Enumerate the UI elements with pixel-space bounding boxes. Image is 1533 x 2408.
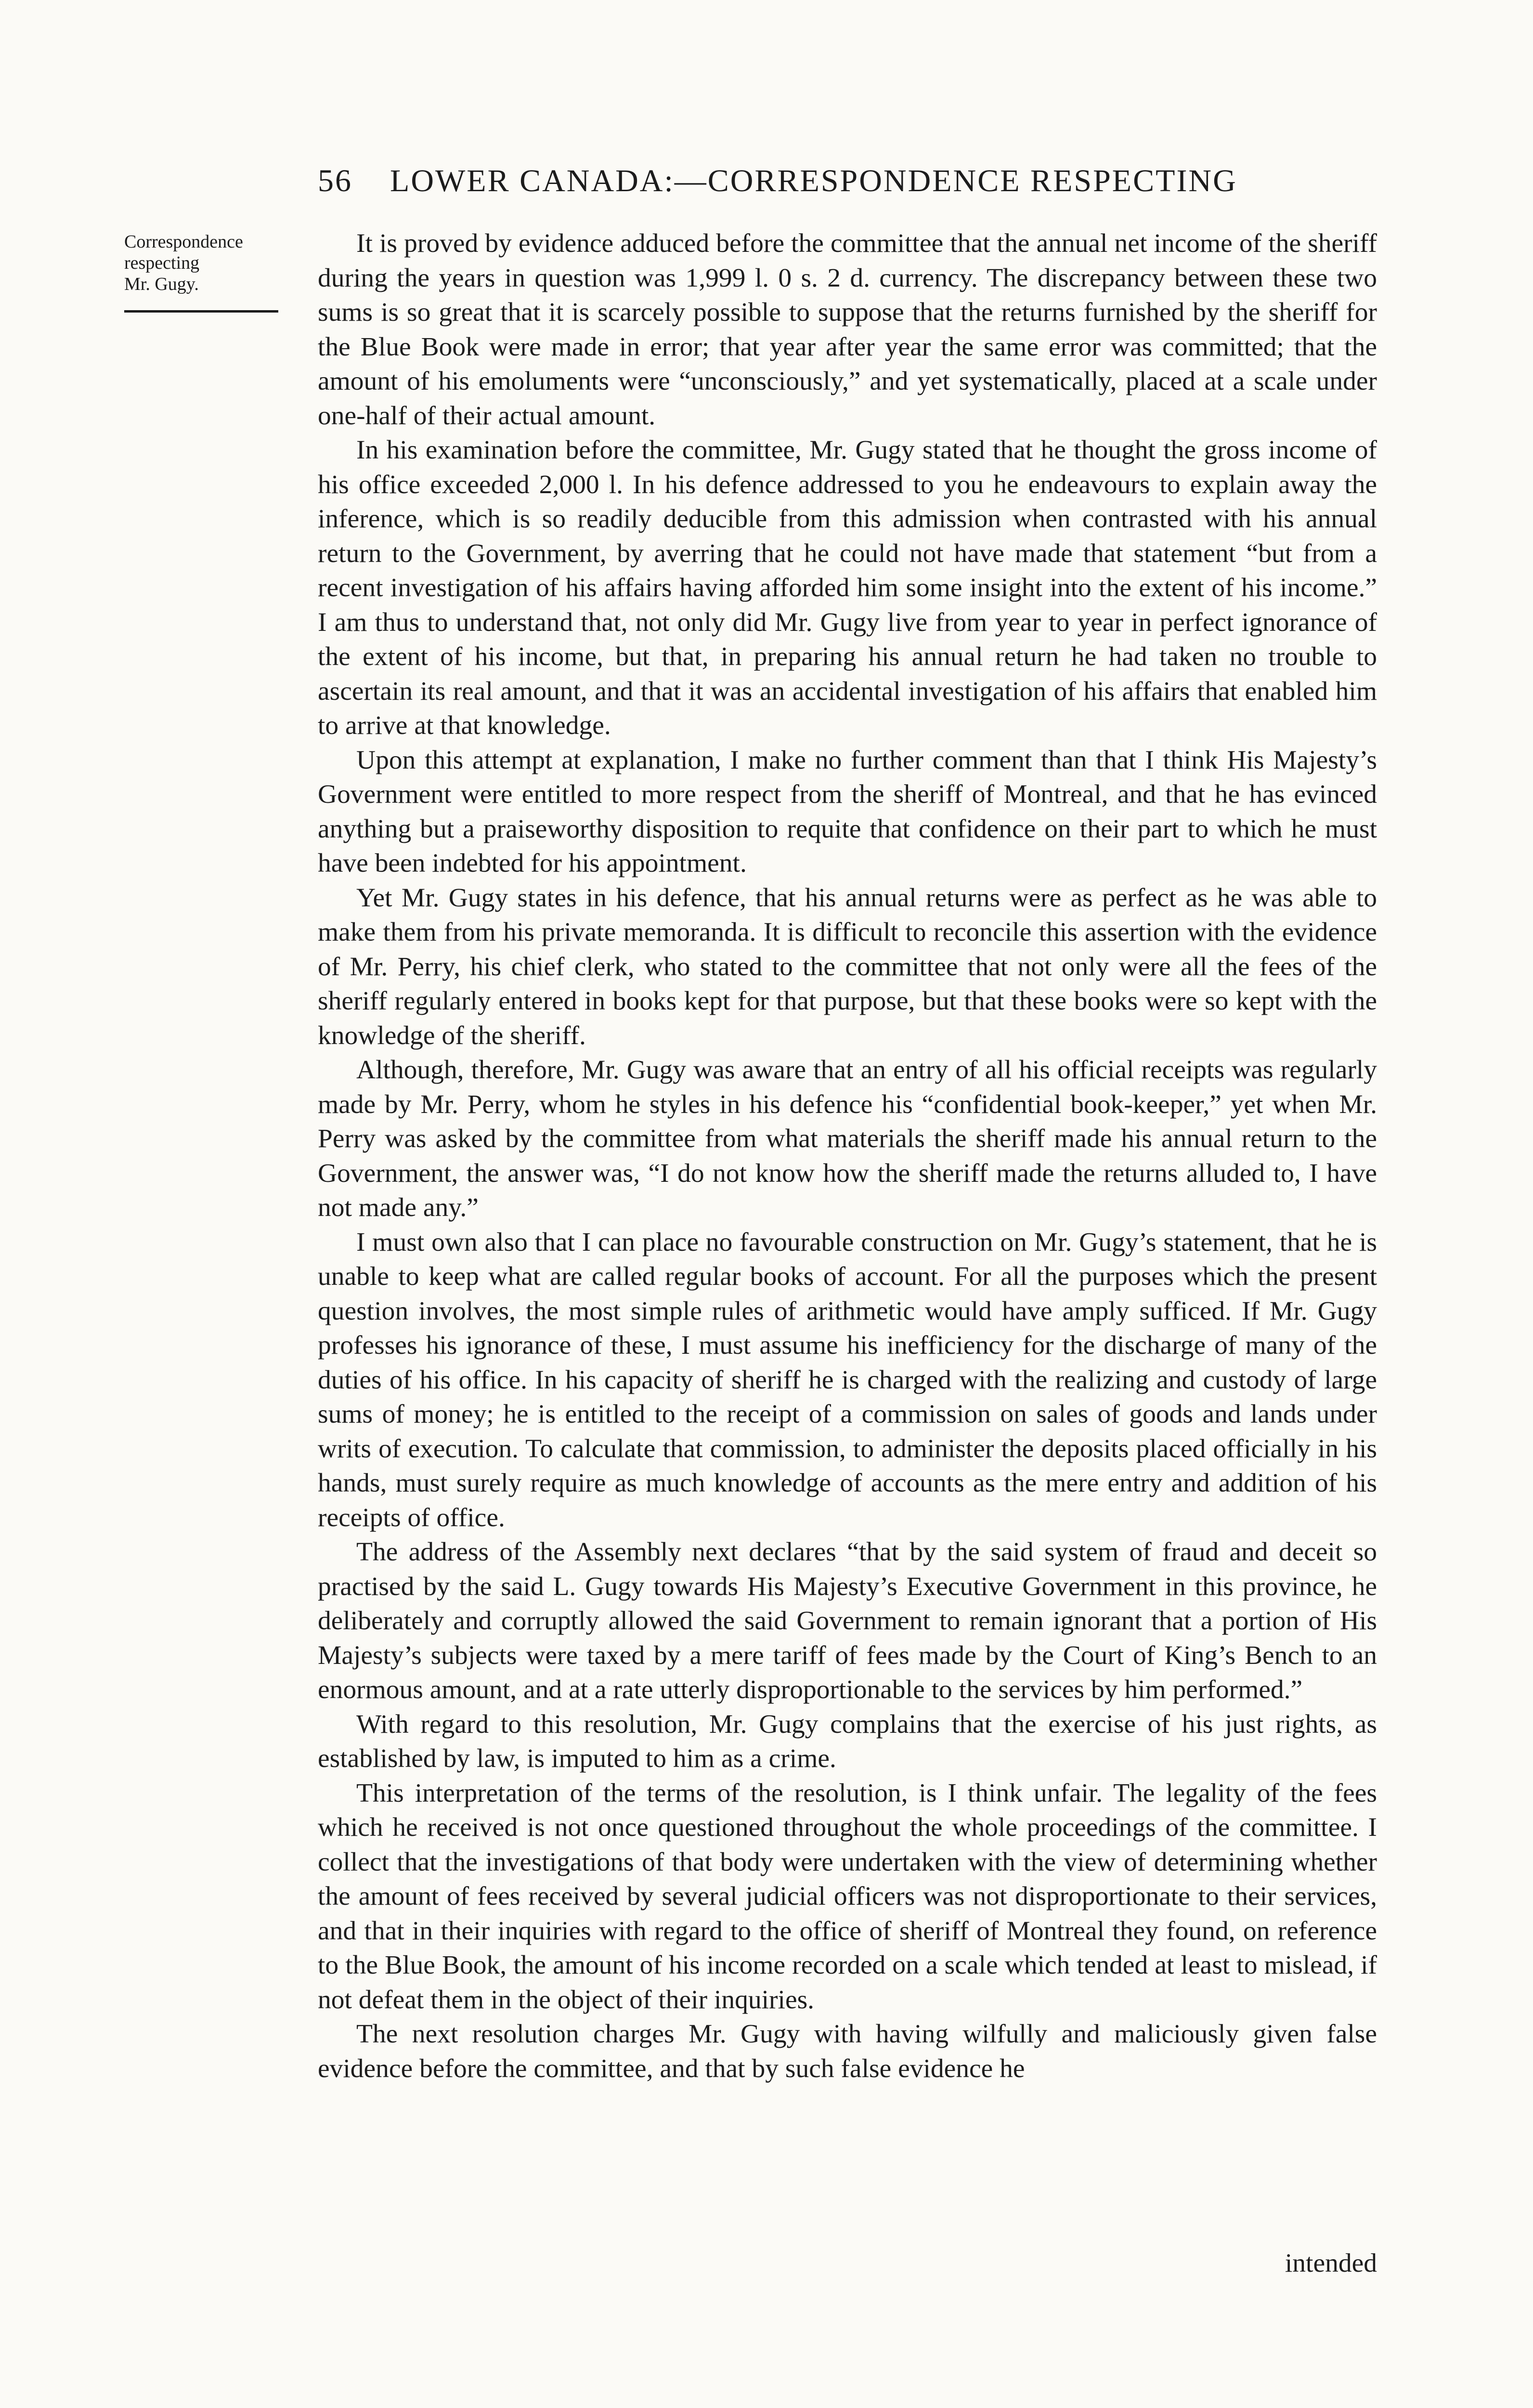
margin-note-line: respecting bbox=[124, 253, 200, 273]
paragraph: This interpretation of the terms of the resolution, is I think unfair. The legality of the fees which he received is not once questioned throughout the whole proceedings of the committee. I collect that the investigations of that body were undertaken with the view of determining whether the amount of fees received by several judicial officers was not disproportionate to their services, and that in their inquiries with regard to the office of sheriff of Montreal they found, on reference to the Blue Book, the amount of his income recorded on a scale which tended at least to mislead, if not defeat them in the object of their inquiries. bbox=[318, 1778, 1377, 2015]
paragraph: The address of the Assembly next declares “that by the said system of fraud and deceit so practised by the said L. Gugy towards His Majesty’s Executive Government in this province, he deliberately and corruptly allowed the said Government to remain ignorant that a portion of His Majesty’s subjects were taxed by a mere tariff of fees made by the Court of King’s Bench to an enormous amount, and at a rate utterly disproportionable to the services by him performed.” bbox=[318, 1537, 1377, 1704]
paragraph: It is proved by evidence adduced before the committee that the annual net income of the sheriff during the years in question was 1,999 l. 0 s. 2 d. currency. The discrepancy between these two sums is so great that it is scarcely possible to suppose that the returns furnished by the sheriff for the Blue Book were made in error; that year after year the same error was committed; that the amount of his emoluments were “unconsciously,” and yet systematically, placed at a scale under one-half of their actual amount. bbox=[318, 229, 1377, 431]
page-number: 56 bbox=[318, 163, 352, 198]
margin-note-line: Correspondence bbox=[124, 232, 243, 252]
paragraph: I must own also that I can place no favourable construction on Mr. Gugy’s statement, that he is unable to keep what are called regular books of account. For all the purposes which the present question involves, the most simple rules of arithmetic would have amply sufficed. If Mr. Gugy professes his ignorance of these, I must assume his inefficiency for the discharge of many of the duties of his office. In his capacity of sheriff he is charged with the realizing and custody of large sums of money; he is entitled to the receipt of a commission on sales of goods and lands under writs of execution. To calculate that commission, to administer the deposits placed officially in his hands, must surely require as much knowledge of accounts as the mere entry and addition of his receipts of office. bbox=[318, 1227, 1377, 1532]
margin-note-rule bbox=[124, 310, 278, 313]
paragraph: In his examination before the committee, Mr. Gugy stated that he thought the gross income of his office exceeded 2,000 l. In his defence addressed to you he endeavours to explain away the inference, which is so readily deducible from this admission when contrasted with his annual return to the Government, by averring that he could not have made that statement “but from a recent investigation of his affairs having afforded him some insight into the extent of his income.” I am thus to understand that, not only did Mr. Gugy live from year to year in perfect ignorance of the extent of his income, but that, in preparing his annual return he had taken no trouble to ascertain its real amount, and that it was an accidental investigation of his affairs that enabled him to arrive at that knowledge. bbox=[318, 435, 1377, 740]
running-head bbox=[318, 163, 1377, 199]
paragraph: With regard to this resolution, Mr. Gugy complains that the exercise of his just rights, as established by law, is imputed to him as a crime. bbox=[318, 1709, 1377, 1773]
body-text bbox=[318, 226, 1377, 2086]
catchword: intended bbox=[1285, 2249, 1377, 2278]
margin-note-line: Mr. Gugy. bbox=[124, 274, 199, 294]
running-title: LOWER CANADA:—CORRESPONDENCE RESPECTING bbox=[390, 163, 1237, 198]
paragraph: Although, therefore, Mr. Gugy was aware that an entry of all his official receipts was regularly made by Mr. Perry, whom he styles in his defence his “confidential book-keeper,” yet when Mr. Perry was asked by the committee from what materials the sheriff made his annual return to the Government, the answer was, “I do not know how the sheriff made the returns alluded to, I have not made any.” bbox=[318, 1055, 1377, 1222]
paragraph: The next resolution charges Mr. Gugy with having wilfully and maliciously given false evidence before the committee, and that by such false evidence he bbox=[318, 2019, 1377, 2083]
paragraph: Upon this attempt at explanation, I make no further comment than that I think His Majesty’s Government were entitled to more respect from the sheriff of Montreal, and that he has evinced anything but a praiseworthy disposition to requite that confidence on their part to which he must have been indebted for his appointment. bbox=[318, 745, 1377, 878]
paragraph: Yet Mr. Gugy states in his defence, that his annual returns were as perfect as he was able to make them from his private memoranda. It is difficult to reconcile this assertion with the evidence of Mr. Perry, his chief clerk, who stated to the committee that not only were all the fees of the sheriff regularly entered in books kept for that purpose, but that these books were so kept with the knowledge of the sheriff. bbox=[318, 883, 1377, 1050]
margin-note bbox=[124, 231, 288, 313]
